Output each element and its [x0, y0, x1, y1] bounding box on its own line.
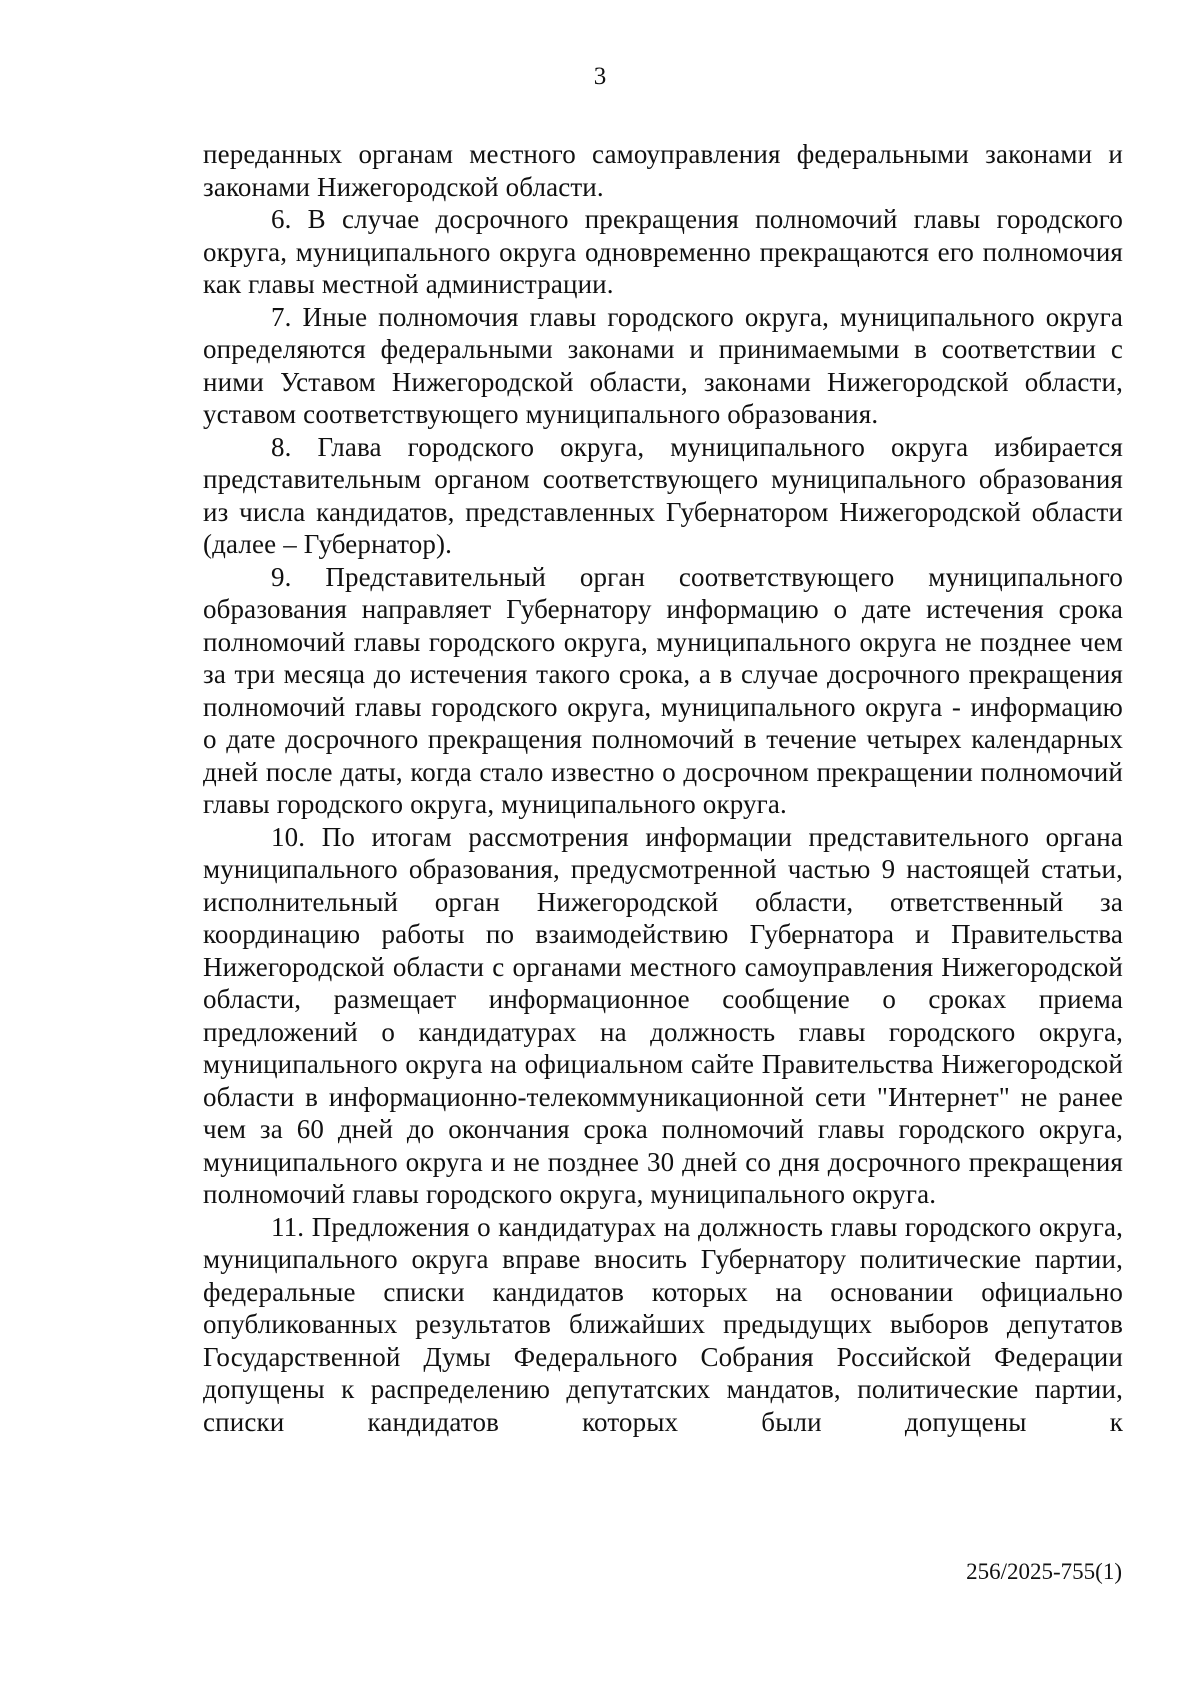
paragraph-8: 8. Глава городского округа, муниципального округа избирается представительным органом соответствующего муниципального образования из числа кандидатов, представленных Губернатором Нижегородской области (далее – Губернатор).: [203, 431, 1123, 559]
page-number: 3: [593, 63, 607, 90]
paragraph-6: 6. В случае досрочного прекращения полномочий главы городского округа, муниципального округа одновременно прекращаются его полномочия как главы местной администрации.: [203, 204, 1123, 299]
document-body: [203, 138, 1123, 1438]
paragraph-10: 10. По итогам рассмотрения информации представительного органа муниципального образования, предусмотренной частью 9 настоящей статьи, исполнительный орган Нижегородской области, ответственный за координацию работы по взаимодействию Губернатора и Правительства Нижегородской области с органами местного самоуправления Нижегородской области, размещает информационное сообщение о сроках приема предложений о кандидатурах на должность главы городского округа, муниципального округа на официальном сайте Правительства Нижегородской области в информационно-телекоммуникационной сети "Интернет" не ранее чем за 60 дней до окончания срока полномочий главы городского округа, муниципального округа и не позднее 30 дней со дня досрочного прекращения полномочий главы городского округа, муниципального округа.: [203, 821, 1123, 1209]
paragraph-continuation: переданных органам местного самоуправления федеральными законами и законами Нижегородской области.: [203, 139, 1123, 202]
paragraph-7: 7. Иные полномочия главы городского округа, муниципального округа определяются федеральными законами и принимаемыми в соответствии с ними Уставом Нижегородской области, законами Нижегородской области, уставом соответствующего муниципального образования.: [203, 301, 1123, 429]
paragraph-11: 11. Предложения о кандидатурах на должность главы городского округа, муниципального округа вправе вносить Губернатору политические партии, федеральные списки кандидатов которых на основании официально опубликованных результатов ближайших предыдущих выборов депутатов Государственной Думы Федерального Собрания Российской Федерации допущены к распределению депутатских мандатов, политические партии, списки кандидатов которых были допущены к: [203, 1211, 1123, 1437]
paragraph-9: 9. Представительный орган соответствующего муниципального образования направляет Губернатору информацию о дате истечения срока полномочий главы городского округа, муниципального округа не позднее чем за три месяца до истечения такого срока, а в случае досрочного прекращения полномочий главы городского округа, муниципального округа - информацию о дате досрочного прекращения полномочий в течение четырех календарных дней после даты, когда стало известно о досрочном прекращении полномочий главы городского округа, муниципального округа.: [203, 561, 1123, 819]
document-code: 256/2025-755(1): [966, 1559, 1122, 1584]
